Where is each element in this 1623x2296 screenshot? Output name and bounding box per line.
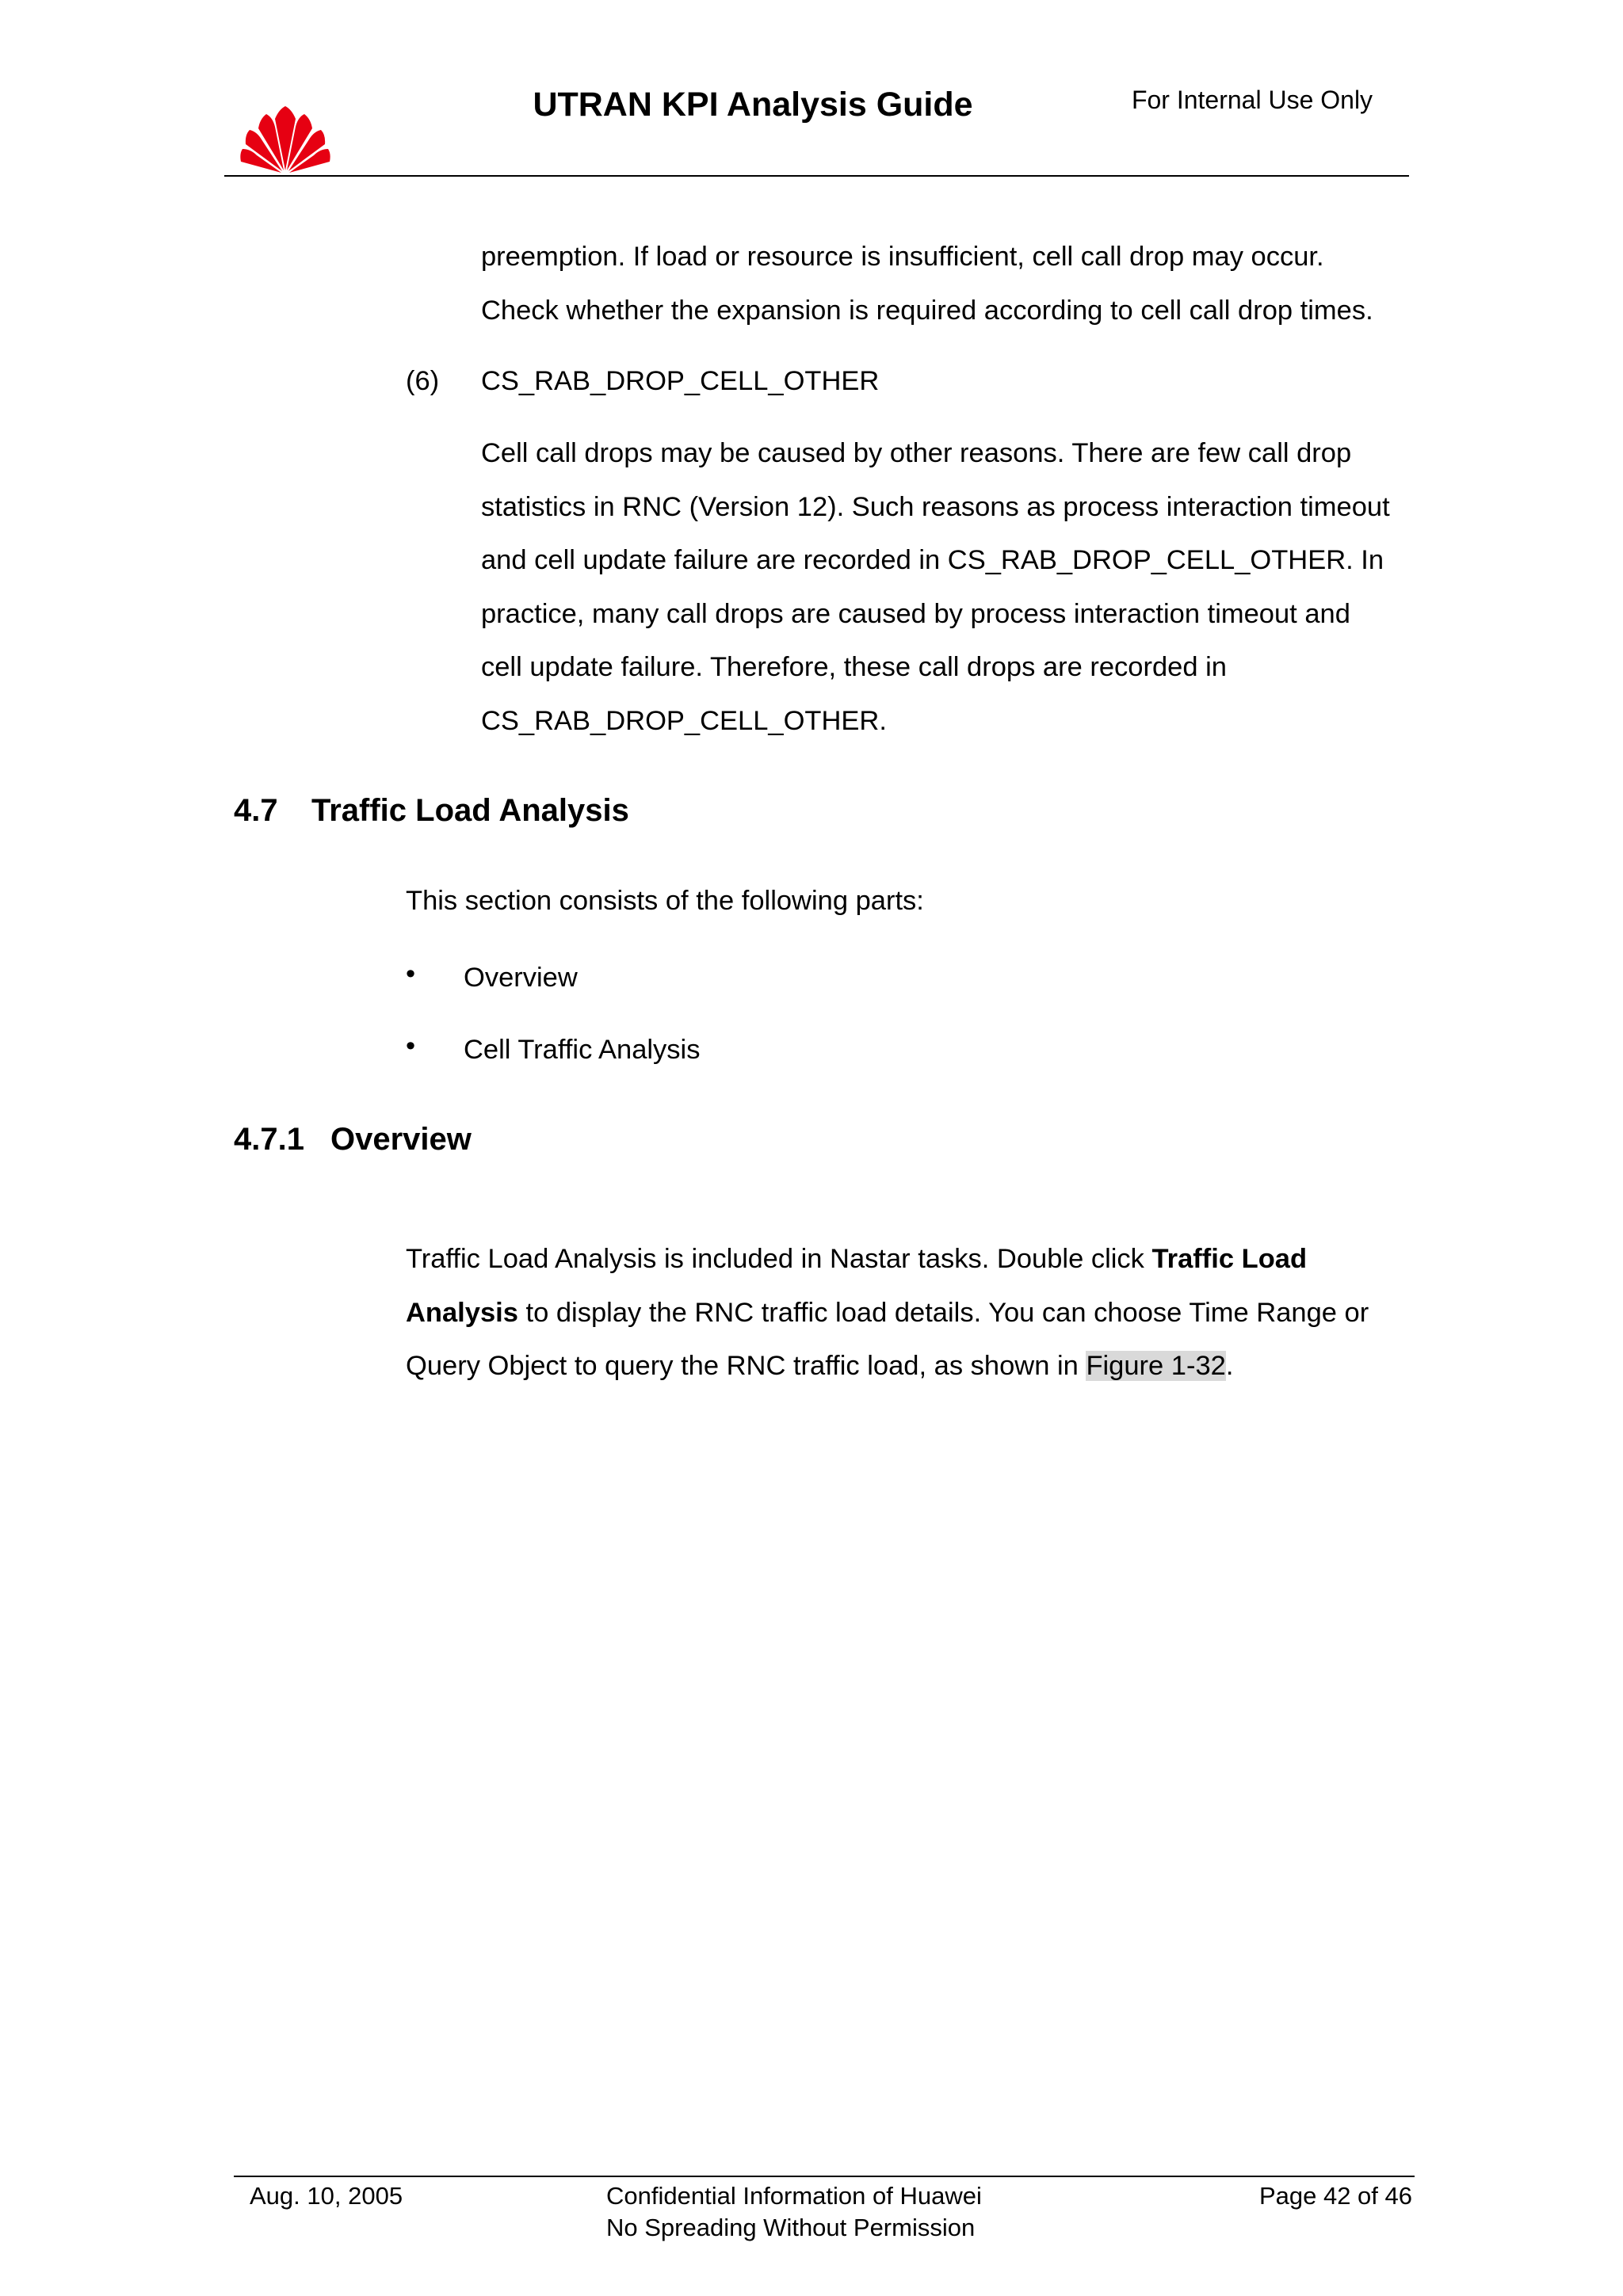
confidential-line: Confidential Information of Huawei — [606, 2182, 982, 2210]
footer-page-number: Page 42 of 46 — [1258, 2182, 1412, 2210]
text-run: Traffic Load Analysis is included in Nastar tasks. Double click — [406, 1244, 1152, 1274]
text-line — [406, 1233, 1399, 1287]
text-line — [406, 1340, 1399, 1394]
text-line: cell update failure. Therefore, these call drops are recorded in — [481, 652, 1227, 682]
bullet-icon: • — [406, 959, 416, 989]
huawei-logo-icon — [238, 95, 333, 182]
enum-label: CS_RAB_DROP_CELL_OTHER — [481, 366, 880, 396]
text-run: . — [1225, 1351, 1234, 1381]
footer-confidential — [606, 2180, 982, 2244]
paragraph-traffic-load — [406, 1233, 1399, 1394]
subsection-title: Overview — [330, 1122, 472, 1157]
text-run: to display the RNC traffic load details. You can choose Time Range or — [517, 1297, 1369, 1328]
text-line: Check whether the expansion is required according to cell call drop times. — [481, 295, 1373, 326]
classification-label: For Internal Use Only — [1131, 86, 1373, 114]
text-run: Query Object to query the RNC traffic load, as shown in — [406, 1351, 1086, 1381]
text-line: statistics in RNC (Version 12). Such reasons as process interaction timeout — [481, 491, 1390, 522]
footer-divider — [234, 2176, 1415, 2177]
text-line: and cell update failure are recorded in CS_RAB_DROP_CELL_OTHER. In — [481, 545, 1384, 575]
list-item: Cell Traffic Analysis — [464, 1035, 701, 1065]
bullet-icon: • — [406, 1031, 416, 1061]
text-line: practice, many call drops are caused by process interaction timeout and — [481, 598, 1350, 629]
confidential-line: No Spreading Without Permission — [606, 2214, 976, 2241]
footer-date: Aug. 10, 2005 — [250, 2182, 403, 2210]
list-item: Overview — [464, 963, 578, 993]
text-line: Cell call drops may be caused by other reasons. There are few call drop — [481, 438, 1352, 468]
document-title: UTRAN KPI Analysis Guide — [533, 86, 973, 124]
bold-term: Traffic Load — [1151, 1244, 1308, 1274]
section-intro: This section consists of the following parts: — [406, 886, 924, 916]
text-line: preemption. If load or resource is insufficient, cell call drop may occur. — [481, 242, 1324, 272]
header-divider — [224, 175, 1409, 177]
section-number: 4.7 — [234, 793, 278, 828]
subsection-number: 4.7.1 — [234, 1122, 304, 1157]
text-line — [406, 1287, 1399, 1341]
figure-reference-link[interactable]: Figure 1-32 — [1086, 1351, 1226, 1381]
paragraph-cell-drop-other — [481, 427, 1398, 748]
enum-number: (6) — [406, 366, 440, 396]
paragraph-preemption — [481, 231, 1398, 338]
section-title: Traffic Load Analysis — [311, 793, 629, 828]
section-heading — [234, 788, 629, 833]
text-line: CS_RAB_DROP_CELL_OTHER. — [481, 705, 887, 736]
subsection-heading — [234, 1117, 472, 1161]
bold-term: Analysis — [406, 1297, 518, 1328]
